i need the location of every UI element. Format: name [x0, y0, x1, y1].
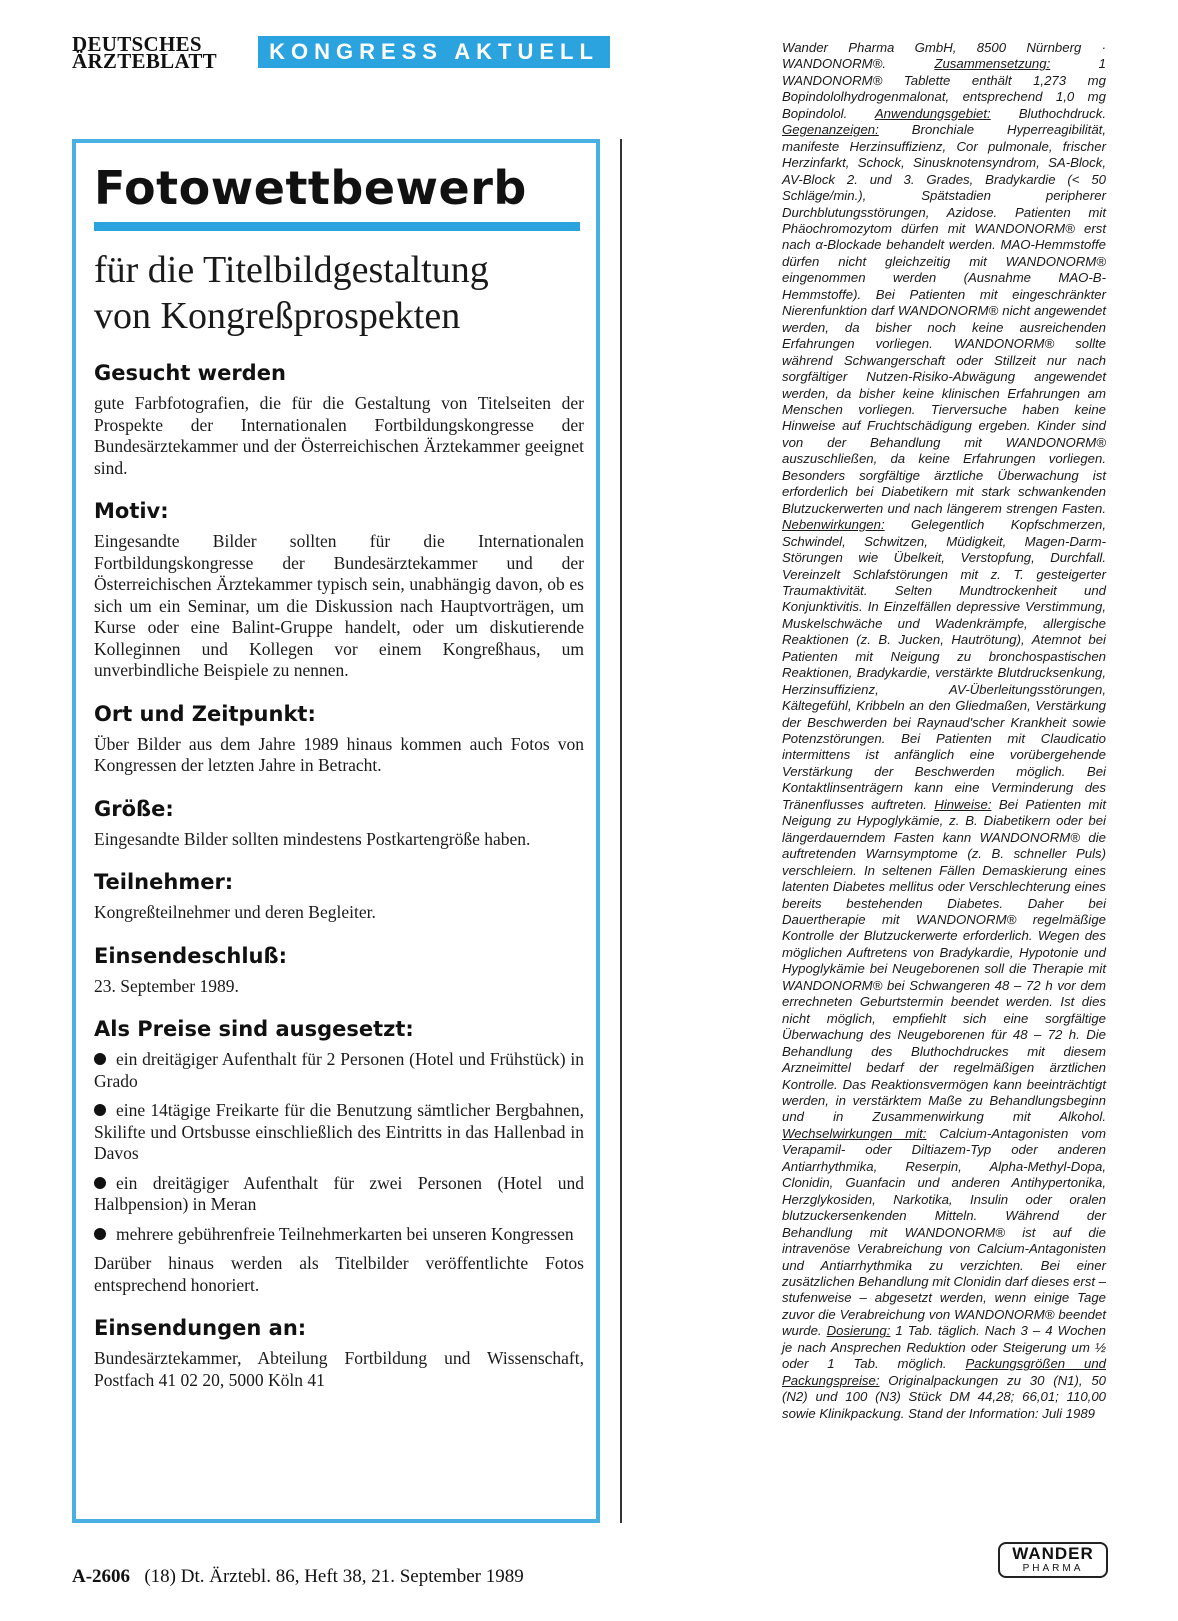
prize-item: eine 14tägige Freikarte für die Benutzung sämtlicher Bergbahnen, Skilifte und Ortsbusse einschließlich des Eintritts in das Hallenbad in Davos: [94, 1100, 584, 1163]
info-label: Wechselwirkungen mit:: [782, 1125, 927, 1141]
section-einsendeschluss: [94, 942, 584, 998]
bullet-icon: [94, 1104, 106, 1116]
section-teilnehmer: [94, 868, 584, 924]
info-label: Nebenwirkungen:: [782, 517, 885, 533]
info-label: Anwendungsgebiet:: [874, 105, 991, 121]
wander-pharma-logo: [998, 1542, 1108, 1578]
info-text: 1 WANDONORM® Tablette enthält 1,273 mg Bopindololhydrogenmalonat, entsprechend 1,0 mg Bopindolol.: [782, 56, 1106, 121]
section-groesse: [94, 795, 584, 851]
section-text: Über Bilder aus dem Jahre 1989 hinaus kommen auch Fotos von Kongressen der letzten Jahre in Betracht.: [94, 733, 584, 775]
subheadline-line-1: für die Titelbildgestaltung: [94, 249, 489, 291]
section-text: gute Farbfotografien, die für die Gestaltung von Titelseiten der Prospekte der Internationalen Fortbildungskongresse der Bundesärztekammer und der Österreichischen Ärztekammer geeignet sind.: [94, 393, 584, 478]
section-title: Einsendungen an:: [94, 1316, 307, 1340]
section-gesucht: [94, 359, 584, 479]
column-divider: [620, 139, 622, 1523]
section-text: Eingesandte Bilder sollten mindestens Postkartengröße haben.: [94, 828, 531, 849]
logo-name: WANDER: [1012, 1544, 1094, 1563]
masthead-logo: [72, 32, 217, 73]
info-text: Bronchiale Hyperreagibilität, manifeste Herzinsuffizienz, Cor pulmonale, frischer Herzinfarkt, Schock, Sinusknotensyndrom, SA-Block, AV-Block 2. und 3. Grades, Bradykardie (< 50 Schläge/min.), Spätstadien peripherer Durchblutungsstörungen, Azidose. Patienten mit Phäochromozytom dürfen mit WANDONORM® erst nach α-Blockade behandelt werden. MAO-Hemmstoffe dürfen nicht gleichzeitig mit WANDONORM® eingenommen werden (Ausnahme MAO-B-Hemmstoffe). Bei Patienten mit eingeschränkter Nierenfunktion darf WANDONORM® nicht angewendet werden, da bisher noch keine ausreichenden Erfahrungen vorliegen. WANDONORM® sollte während Schwangerschaft oder Stillzeit nur nach sorgfältiger Nutzen-Risiko-Abwägung angewendet werden, da bisher keine klinischen Erfahrungen am Menschen vorliegen. Tierversuche haben keine Hinweise auf Fruchtschädigung ergeben. Kinder sind von der Behandlung mit WANDONORM® auszuschließen, da keine Erfahrungen vorliegen. Besonders sorgfältige ärztliche Überwachung ist erforderlich bei Diabetikern mit stark schwankenden Blutzuckerwerten und nach längerem strengen Fasten.: [782, 122, 1106, 516]
subheadline-line-2: von Kongreßprospekten: [94, 295, 461, 337]
section-title: Einsendeschluß:: [94, 943, 288, 968]
headline-rule: [94, 222, 580, 231]
submission-address: Bundesärztekammer, Abteilung Fortbildung und Wissenschaft, Postfach 41 02 20, 5000 Köln 41: [94, 1348, 584, 1390]
announcement-content: [94, 160, 584, 1391]
subheadline: [94, 247, 584, 339]
section-motiv: [94, 497, 584, 682]
info-text: Originalpackungen zu 30 (N1), 50 (N2) und 100 (N3) Stück DM 44,28; 66,01; 110,00 sowie Klinikpackung. Stand der Information: Juli 1989: [782, 1372, 1106, 1421]
info-label: Packungsgrößen und Packungspreise:: [782, 1356, 1106, 1388]
manufacturer-line: Wander Pharma GmbH, 8500 Nürnberg · WANDONORM®.: [782, 40, 1106, 72]
masthead-line-2: ÄRZTEBLATT: [72, 49, 217, 73]
info-text: 1 Tab. täglich. Nach 3 – 4 Wochen je nach Ansprechen Reduktion oder Steigerung um ½ oder 1 Tab. möglich.: [782, 1323, 1106, 1372]
issue-info: (18) Dt. Ärztebl. 86, Heft 38, 21. September 1989: [144, 1566, 524, 1587]
section-title: Gesucht werden: [94, 361, 286, 385]
headline: Fotowettbewerb: [94, 161, 527, 215]
bullet-icon: [94, 1053, 106, 1065]
section-text: Kongreßteilnehmer und deren Begleiter.: [94, 902, 376, 922]
prize-item: mehrere gebührenfreie Teilnehmerkarten bei unseren Kongressen: [94, 1224, 584, 1246]
section-title: Motiv:: [94, 499, 169, 523]
info-label: Dosierung:: [826, 1323, 891, 1339]
section-title: Größe:: [94, 796, 174, 821]
page-number: A-2606: [72, 1566, 131, 1587]
info-text: Calcium-Antagonisten vom Verapamil- oder Diltiazem-Typ oder anderen Antiarrhythmika, Reserpin, Alpha-Methyl-Dopa, Clonidin, Guanfacin und anderen Antihypertonika, Herzglykosiden, Narkotika, Insulin oder oralen blutzuckersenkenden Mitteln. Während der Behandlung mit WANDONORM® ist auf die intravenöse Verabreichung von Calcium-Antagonisten und Antiarrhythmika zu verzichten. Bei einer zusätzlichen Behandlung mit Clonidin darf dieses erst – stufenweise – abgesetzt werden, wenn einige Tage zuvor die Verabreichung von WANDONORM® beendet wurde.: [782, 1125, 1107, 1339]
section-ort-zeitpunkt: [94, 700, 584, 777]
prize-note: Darüber hinaus werden als Titelbilder veröffentlichte Fotos entsprechend honoriert.: [94, 1253, 584, 1295]
section-preise: [94, 1015, 584, 1296]
bullet-icon: [94, 1177, 106, 1189]
section-text: 23. September 1989.: [94, 975, 239, 996]
info-label: Gegenanzeigen:: [782, 122, 879, 138]
info-text: Bluthochdruck.: [990, 105, 1106, 121]
info-label: Zusammensetzung:: [934, 56, 1051, 72]
section-banner: KONGRESS AKTUELL: [258, 36, 610, 68]
page-footer: [72, 1566, 524, 1588]
section-title: Teilnehmer:: [94, 870, 234, 894]
logo-sub: PHARMA: [1022, 1563, 1084, 1574]
info-label: Hinweise:: [934, 796, 992, 812]
prize-item: ein dreitägiger Aufenthalt für zwei Personen (Hotel und Halbpension) in Meran: [94, 1172, 584, 1214]
section-title: Als Preise sind ausgesetzt:: [94, 1017, 414, 1041]
section-einsendungen: [94, 1314, 584, 1391]
prize-item: ein dreitägiger Aufenthalt für 2 Personen (Hotel und Frühstück) in Grado: [94, 1049, 584, 1091]
section-title: Ort und Zeitpunkt:: [94, 701, 316, 726]
masthead-line-1: DEUTSCHES: [72, 32, 202, 56]
bullet-icon: [94, 1228, 106, 1240]
section-text: Eingesandte Bilder sollten für die Internationalen Fortbildungskongresse der Bundesärztekammer und der Österreichischen Ärztekammer typisch sein, unabhängig davon, ob es sich um ein Seminar, um die Diskussion nach Hauptvorträgen, um Kurse oder eine Balint-Gruppe handelt, oder um diskutierende Kolleginnen und Kollegen vor einem Kongreßhaus, um unverbindliche Beispiele zu nennen.: [94, 531, 584, 680]
info-text: Bei Patienten mit Neigung zu Hypoglykämie, z. B. Diabetikern oder bei längerdauerndem Fasten kann WANDONORM® die auftretenden Warnsymptome (z. B. schneller Puls) verschleiern. In seltenen Fällen Demaskierung eines latenten Diabetes mellitus oder Verschlechterung eines bereits bestehenden Diabetes. Daher bei Dauertherapie mit WANDONORM® regelmäßige Kontrolle der Blutzuckerwerte erforderlich. Wegen des möglichen Auftretens von Bradykardie, Hypotonie und Hypoglykämie bei Neugeborenen soll die Therapie mit WANDONORM® bei Schwangeren 48 – 72 h vor dem errechneten Geburtstermin beendet werden. Ist dies nicht möglich, empfiehlt sich eine sorgfältige Überwachung des Neugeborenen für 48 – 72 h. Die Behandlung des Bluthochdruckes mit diesem Arzneimittel bedarf der regelmäßigen ärztlichen Kontrolle. Das Reaktionsvermögen kann beeinträchtigt werden, in verstärktem Maße zu Behandlungsbeginn und in Zusammenwirkung mit Alkohol.: [782, 796, 1106, 1125]
info-text: Gelegentlich Kopfschmerzen, Schwindel, Schwitzen, Müdigkeit, Magen-Darm-Störungen wie Übelkeit, Verstopfung, Durchfall. Vereinzelt Schlafstörungen mit z. T. gesteigerter Traumaktivität. Selten Mundtrockenheit und Konjunktivitis. In Einzelfällen depressive Verstimmung, Muskelschwäche und Wadenkrämpfe, allergische Reaktionen (z. B. Jucken, Hautrötung), Atemnot bei Patienten mit Neigung zu bronchospastischen Reaktionen, Bradykardie, verstärkte Blutdrucksenkung, Herzinsuffizienz, AV-Überleitungsstörungen, Kältegefühl, Kribbeln an den Gliedmaßen, Verstärkung der Beschwerden bei Raynaud'scher Krankheit sowie Potenzstörungen. Bei Patienten mit Claudicatio intermittens ist anfänglich eine vorübergehende Verstärkung der Beschwerden möglich. Bei Kontaktlinsenträgern kann eine Verminderung des Tränenflusses auftreten.: [782, 517, 1106, 812]
drug-information: [782, 40, 1106, 1422]
